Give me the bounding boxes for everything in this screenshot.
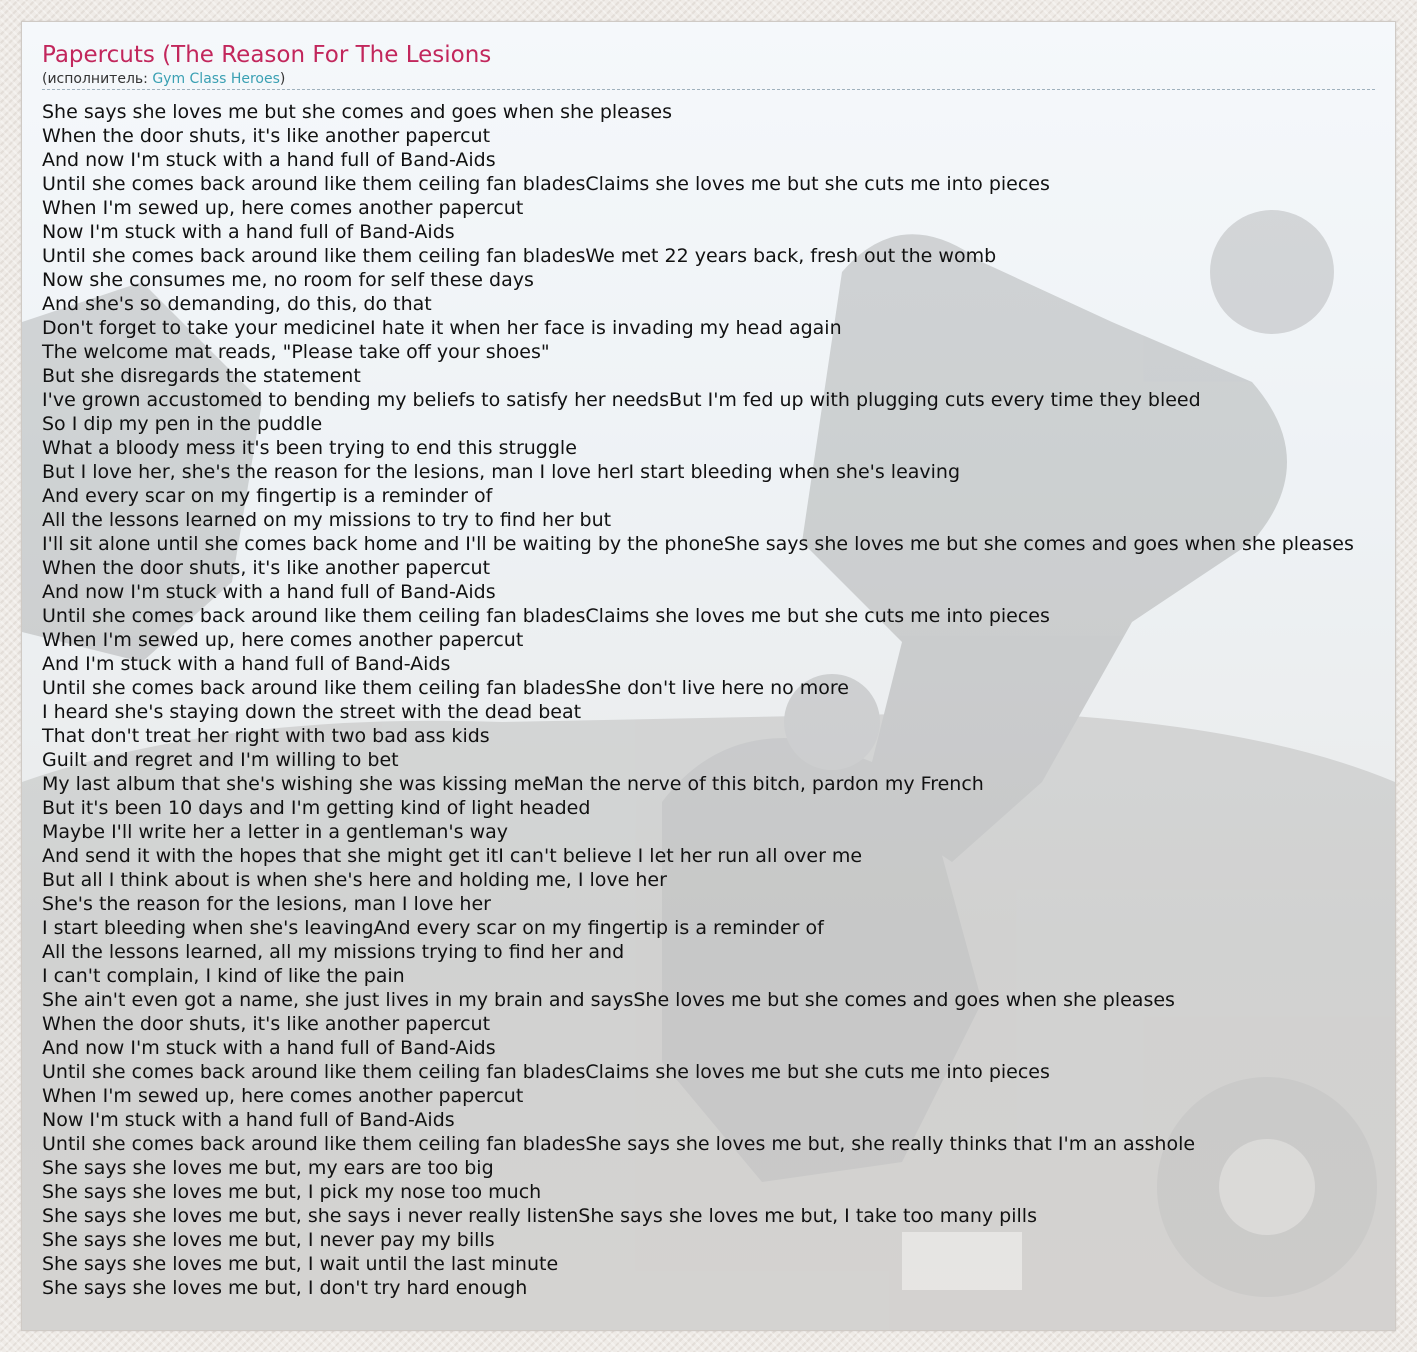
song-title: Papercuts (The Reason For The Lesions <box>42 42 492 68</box>
lyric-line: Until she comes back around like them ceiling fan bladesClaims she loves me but she cuts me into pieces <box>42 173 1050 195</box>
lyric-line: When the door shuts, it's like another papercut <box>42 1013 491 1035</box>
lyric-line: But it's been 10 days and I'm getting kind of light headed <box>42 797 591 819</box>
lyric-line: Now she consumes me, no room for self these days <box>42 269 534 291</box>
song-content <box>42 40 1375 1300</box>
lyric-line: Don't forget to take your medicineI hate it when her face is invading my head again <box>42 317 842 339</box>
lyric-line: And send it with the hopes that she might get itI can't believe I let her run all over me <box>42 845 863 867</box>
lyric-line: When the door shuts, it's like another papercut <box>42 557 491 579</box>
lyric-line: But I love her, she's the reason for the lesions, man I love herI start bleeding when she's leaving <box>42 461 961 483</box>
lyric-line: Maybe I'll write her a letter in a gentleman's way <box>42 821 509 843</box>
lyric-line: My last album that she's wishing she was kissing meMan the nerve of this bitch, pardon my French <box>42 773 984 795</box>
lyric-line: And every scar on my fingertip is a reminder of <box>42 485 493 507</box>
lyric-line: When the door shuts, it's like another papercut <box>42 125 491 147</box>
lyric-line: She says she loves me but, my ears are too big <box>42 1157 494 1179</box>
lyric-line: Until she comes back around like them ceiling fan bladesShe says she loves me but, she really thinks that I'm an asshole <box>42 1133 1196 1155</box>
lyric-line: And she's so demanding, do this, do that <box>42 293 432 315</box>
lyric-line: When I'm sewed up, here comes another papercut <box>42 1085 524 1107</box>
lyric-line: When I'm sewed up, here comes another papercut <box>42 629 524 651</box>
lyric-line: She says she loves me but, I wait until the last minute <box>42 1253 559 1275</box>
lyric-line: She says she loves me but, I never pay my bills <box>42 1229 495 1251</box>
lyric-line: Guilt and regret and I'm willing to bet <box>42 749 399 771</box>
lyric-line: I can't complain, I kind of like the pain <box>42 965 405 987</box>
lyric-line: When I'm sewed up, here comes another papercut <box>42 197 524 219</box>
lyric-line: Now I'm stuck with a hand full of Band-Aids <box>42 1109 455 1131</box>
lyric-line: Until she comes back around like them ceiling fan bladesWe met 22 years back, fresh out the womb <box>42 245 997 267</box>
lyric-line: She says she loves me but, I pick my nose too much <box>42 1181 542 1203</box>
lyric-line: But she disregards the statement <box>42 365 361 387</box>
lyric-line: And now I'm stuck with a hand full of Band-Aids <box>42 149 496 171</box>
lyric-line: Until she comes back around like them ceiling fan bladesShe don't live here no more <box>42 677 849 699</box>
lyric-line: So I dip my pen in the puddle <box>42 413 323 435</box>
lyric-line: But all I think about is when she's here and holding me, I love her <box>42 869 667 891</box>
lyric-line: The welcome mat reads, "Please take off your shoes" <box>42 341 550 363</box>
artist-prefix: (исполнитель: <box>42 71 153 87</box>
lyric-line: I'll sit alone until she comes back home and I'll be waiting by the phoneShe says she loves me but she comes and goes when she pleases <box>42 533 1354 555</box>
lyric-line: All the lessons learned, all my missions trying to find her and <box>42 941 625 963</box>
artist-link[interactable]: Gym Class Heroes <box>152 71 280 87</box>
lyric-line: She's the reason for the lesions, man I love her <box>42 893 491 915</box>
lyrics-list <box>42 100 1375 1300</box>
lyric-line: She says she loves me but, I don't try hard enough <box>42 1277 528 1299</box>
lyrics-card <box>21 21 1396 1331</box>
lyric-line: What a bloody mess it's been trying to end this struggle <box>42 437 577 459</box>
lyric-line: I start bleeding when she's leavingAnd every scar on my fingertip is a reminder of <box>42 917 824 939</box>
lyric-line: And now I'm stuck with a hand full of Band-Aids <box>42 581 496 603</box>
lyric-line: That don't treat her right with two bad ass kids <box>42 725 490 747</box>
lyric-line: She says she loves me but she comes and goes when she pleases <box>42 101 672 123</box>
lyric-line: She ain't even got a name, she just lives in my brain and saysShe loves me but she comes and goes when she pleases <box>42 989 1175 1011</box>
lyric-line: Until she comes back around like them ceiling fan bladesClaims she loves me but she cuts me into pieces <box>42 605 1050 627</box>
lyric-line: Now I'm stuck with a hand full of Band-Aids <box>42 221 455 243</box>
lyric-line: And now I'm stuck with a hand full of Band-Aids <box>42 1037 496 1059</box>
artist-suffix: ) <box>279 71 286 87</box>
lyric-line: I heard she's staying down the street with the dead beat <box>42 701 582 723</box>
lyric-line: Until she comes back around like them ceiling fan bladesClaims she loves me but she cuts me into pieces <box>42 1061 1050 1083</box>
lyric-line: And I'm stuck with a hand full of Band-Aids <box>42 653 451 675</box>
lyric-line: She says she loves me but, she says i never really listenShe says she loves me but, I take too many pills <box>42 1205 1037 1227</box>
lyric-line: All the lessons learned on my missions to try to find her but <box>42 509 612 531</box>
lyric-line: I've grown accustomed to bending my beliefs to satisfy her needsBut I'm fed up with plugging cuts every time they bleed <box>42 389 1201 411</box>
artist-line <box>42 70 1375 90</box>
